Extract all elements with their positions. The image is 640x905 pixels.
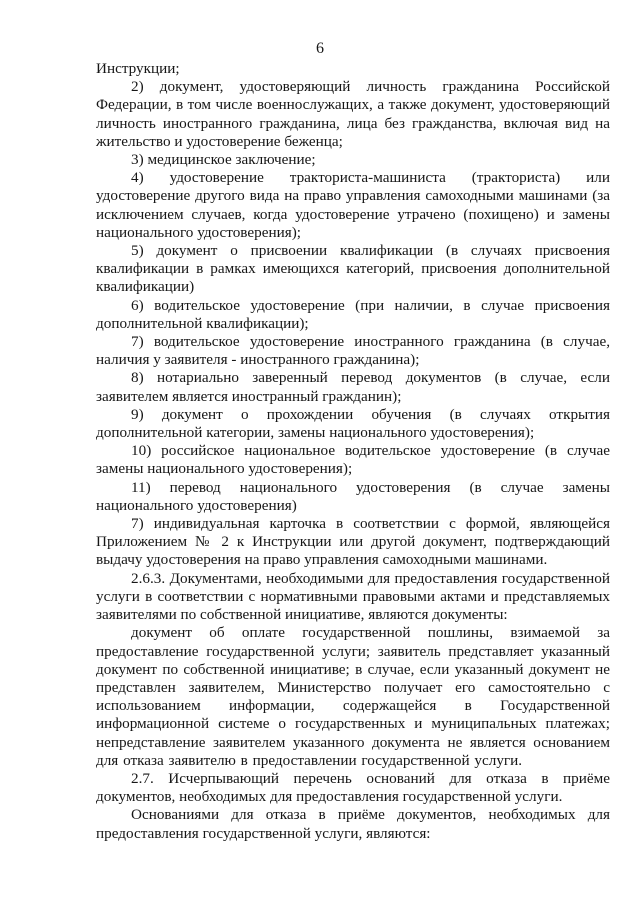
list-item-2-identity-document: 2) документ, удостоверяющий личность гражданина Российской Федерации, в том числе военнослужащих, а также документ, удостоверяющий личность иностранного гражданина, лица без гражданства, включая вид на жительство и удостоверение беженца;	[96, 78, 610, 150]
state-fee-document-paragraph: документ об оплате государственной пошлины, взимаемой за предоставление государственной услуги; заявитель представляет указанный документ по собственной инициативе; в случае, если указанный документ не представлен заявителем, Министерство получает его самостоятельно с использованием информации, содержащейся в Государственной информационной системе о государственных и муниципальных платежах; непредставление заявителем указанного документа не является основанием для отказа заявителю в предоставлении государственной услуги.	[96, 624, 610, 769]
list-item-3-medical-certificate: 3) медицинское заключение;	[131, 151, 316, 169]
list-item-7-foreign-license: 7) водительское удостоверение иностранного гражданина (в случае, наличия у заявителя - иностранного гражданина);	[96, 333, 610, 369]
page-number: 6	[316, 40, 324, 57]
section-2-7: 2.7. Исчерпывающий перечень оснований для отказа в приёме документов, необходимых для предоставления государственной услуги.	[96, 769, 610, 806]
list-item-6-driver-license: 6) водительское удостоверение (при наличии, в случае присвоения дополнительной квалификации);	[96, 296, 610, 332]
refusal-grounds-intro: Основаниями для отказа в приёме документов, необходимых для предоставления государственной услуги, являются:	[96, 806, 610, 842]
list-item-4-tractor-license: 4) удостоверение тракториста-машиниста (тракториста) или удостоверение другого вида на право управления самоходными машинами (за исключением случаев, когда удостоверение утрачено (похищено) и замены национального удостоверения);	[96, 169, 610, 241]
list-item-7-individual-card: 7) индивидуальная карточка в соответствии с формой, являющейся Приложением № 2 к Инструкции или другой документ, подтверждающий выдачу удостоверения на право управления самоходными машинами.	[96, 515, 610, 569]
list-item-8-notarized-translation: 8) нотариально заверенный перевод документов (в случае, если заявителем является иностранный гражданин);	[96, 369, 610, 405]
document-body	[96, 60, 610, 843]
paragraph-continuation: Инструкции;	[96, 60, 180, 77]
list-item-5-qualification-document: 5) документ о присвоении квалификации (в случаях присвоения квалификации в рамках имеющихся категорий, присвоения дополнительной квалификации)	[96, 242, 610, 296]
list-item-11-license-translation: 11) перевод национального удостоверения (в случае замены национального удостоверения)	[96, 478, 610, 514]
section-2-6-3: 2.6.3. Документами, необходимыми для предоставления государственной услуги в соответствии с нормативными правовыми актами и представляемых заявителями по собственной инициативе, являются документы:	[96, 569, 610, 624]
list-item-10-russian-license: 10) российское национальное водительское удостоверение (в случае замены национального удостоверения);	[96, 442, 610, 478]
list-item-9-training-document: 9) документ о прохождении обучения (в случаях открытия дополнительной категории, замены национального удостоверения);	[96, 405, 610, 442]
